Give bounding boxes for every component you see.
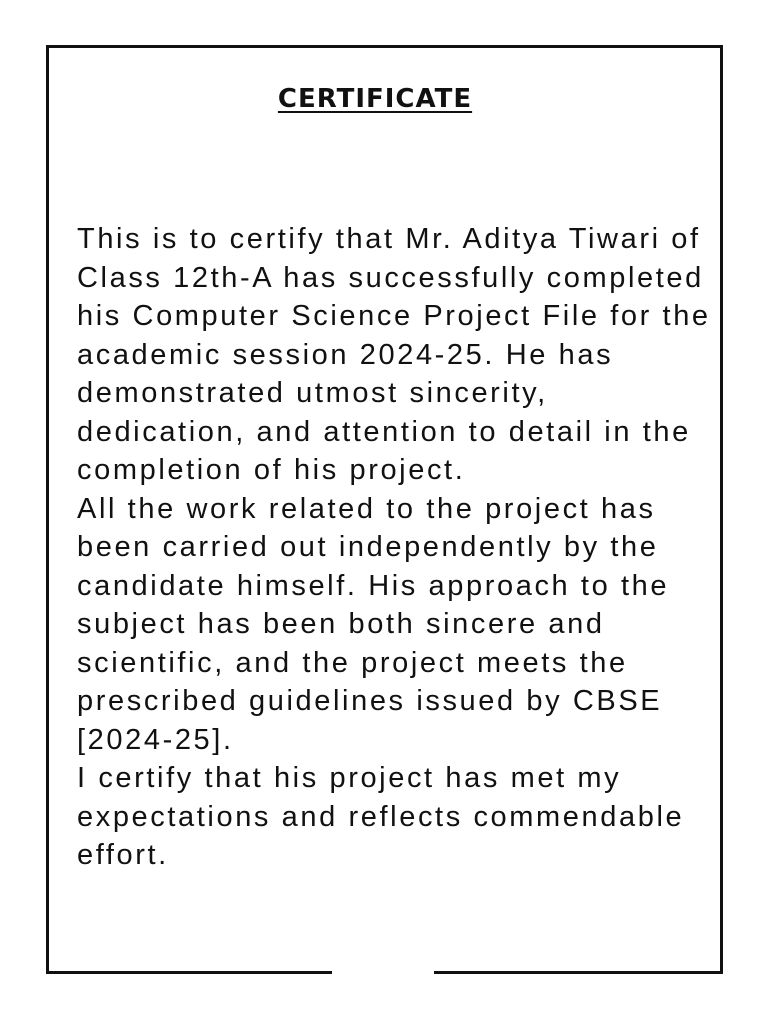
border-right: [720, 45, 723, 974]
certificate-title: CERTIFICATE: [277, 84, 473, 114]
border-bottom-right: [434, 971, 723, 974]
border-left: [46, 45, 49, 974]
certificate-body: [77, 220, 717, 875]
paragraph-expectations: I certify that his project has met my expectations and reflects commendable effort.: [77, 762, 685, 871]
border-bottom-left: [46, 971, 332, 974]
paragraph-certification: This is to certify that Mr. Aditya Tiwari of Class 12th-A has successfully completed his Computer Science Project File for the academic session 2024-25. He has demonstrated utmost sincerity, dedication, and attention to detail in the completion of his project.: [77, 223, 711, 486]
border-top: [46, 45, 723, 48]
paragraph-independent-work: All the work related to the project has been carried out independently by the candidate himself. His approach to the subject has been both sincere and scientific, and the project meets the prescribed guidelines issued by CBSE [2024-25].: [77, 492, 670, 756]
